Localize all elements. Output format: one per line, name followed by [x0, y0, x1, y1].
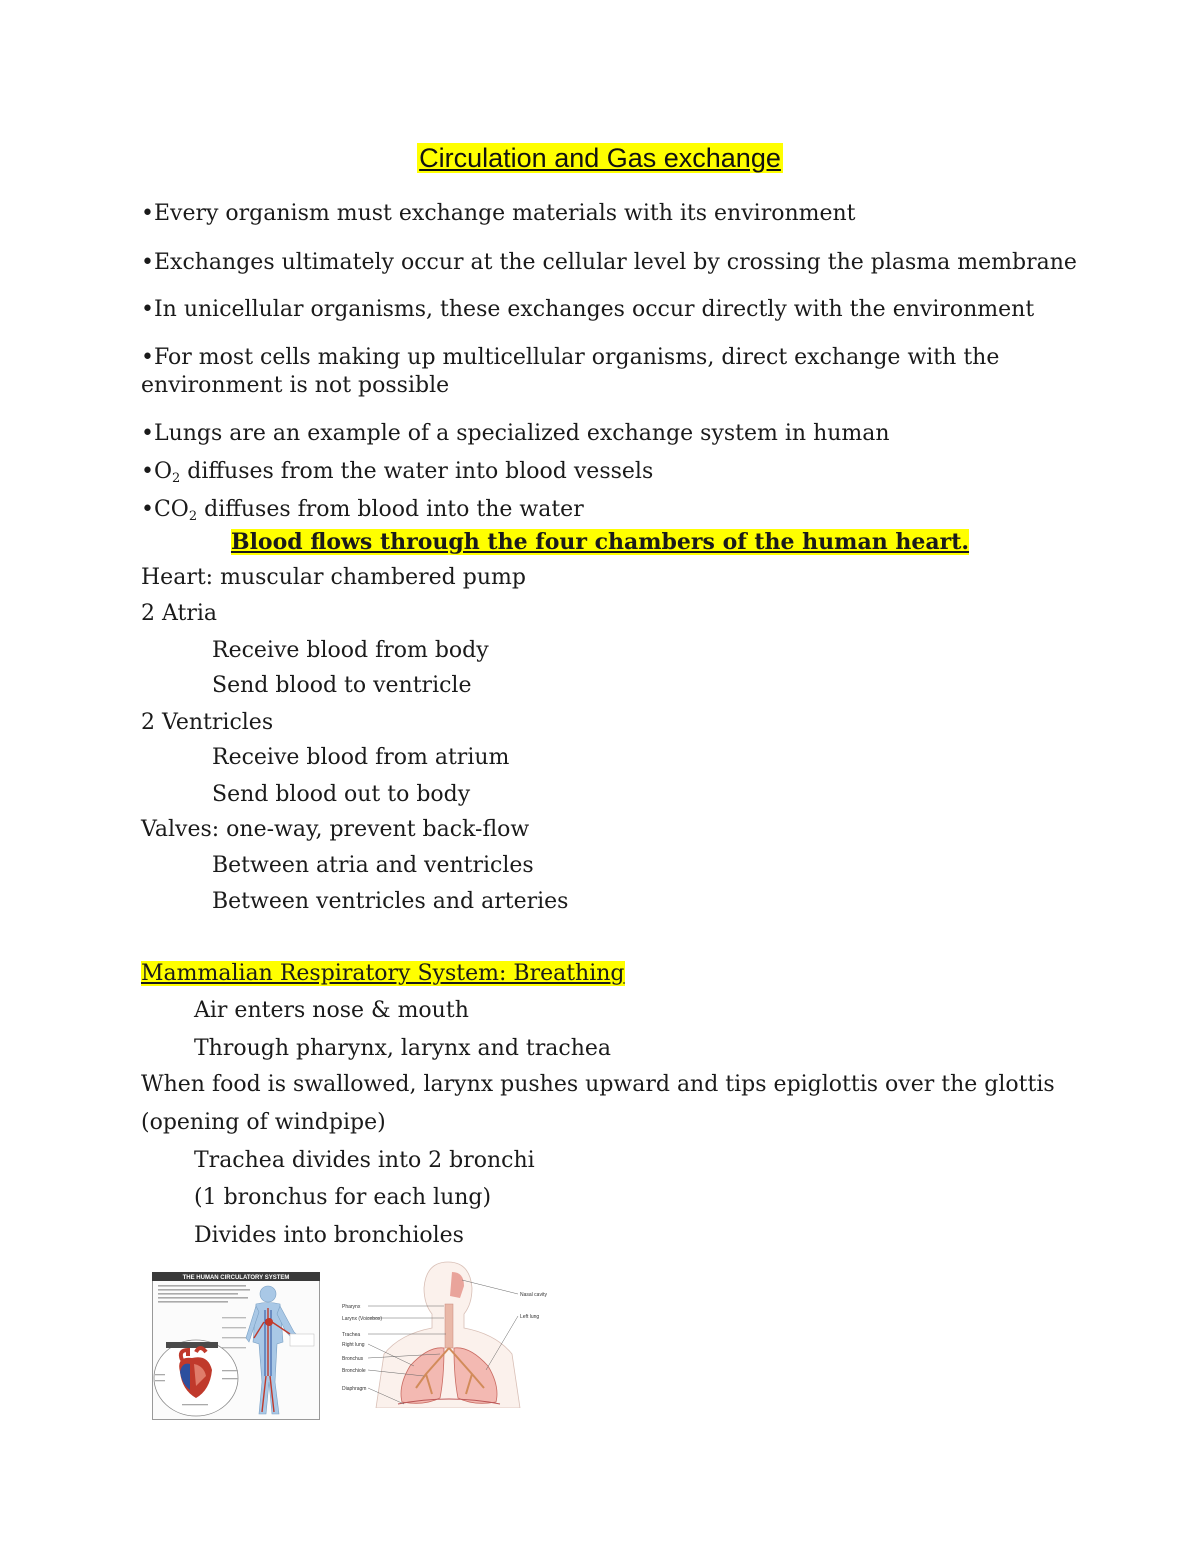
ventricles-item-1: Receive blood from atrium — [212, 745, 510, 770]
bullet-1: •Every organism must exchange materials with its environment — [141, 201, 856, 226]
valves-item-1: Between atria and ventricles — [212, 853, 534, 878]
label-bronchiole: Bronchiole — [342, 1368, 366, 1374]
valves-item-2: Between ventricles and arteries — [212, 889, 569, 914]
atria-item-1: Receive blood from body — [212, 638, 489, 663]
label-bronchus: Bronchus — [342, 1356, 364, 1362]
heart-heading: Blood flows through the four chambers of the human heart. — [230, 529, 970, 555]
ventricles-label: 2 Ventricles — [141, 710, 274, 735]
resp-item-3-line-2: (opening of windpipe) — [141, 1110, 386, 1135]
respiratory-system-figure — [340, 1258, 552, 1408]
bullet-6: $•O_2$ diffuses from the water into blood vessels — [141, 459, 654, 486]
atria-item-2: Send blood to ventricle — [212, 673, 472, 698]
label-trachea: Trachea — [342, 1332, 361, 1338]
bullet-7: $•CO_2$ diffuses from blood into the water — [141, 497, 584, 524]
resp-item-3-line-1: When food is swallowed, larynx pushes upward and tips epiglottis over the glottis — [141, 1072, 1055, 1097]
label-nasal-cavity: Nasal cavity — [520, 1292, 547, 1298]
resp-item-6: Divides into bronchioles — [194, 1223, 464, 1248]
bullet-4-line-1: •For most cells making up multicellular organisms, direct exchange with the — [141, 345, 1000, 370]
resp-item-5: (1 bronchus for each lung) — [194, 1185, 492, 1210]
resp-item-1: Air enters nose & mouth — [194, 998, 469, 1023]
label-left-lung: Left lung — [520, 1314, 540, 1320]
bullet-3: •In unicellular organisms, these exchanges occur directly with the environment — [141, 297, 1035, 322]
label-larynx: Larynx (Voicebox) — [342, 1316, 383, 1322]
bullet-5: •Lungs are an example of a specialized exchange system in human — [141, 421, 890, 446]
bullet-4-line-2: environment is not possible — [141, 373, 450, 398]
label-diaphragm: Diaphragm — [342, 1386, 367, 1392]
bullet-2: •Exchanges ultimately occur at the cellular level by crossing the plasma membrane — [141, 250, 1077, 275]
ventricles-item-2: Send blood out to body — [212, 782, 471, 807]
circulatory-system-illustration — [152, 1272, 320, 1420]
page-title: Circulation and Gas exchange — [419, 143, 781, 173]
label-pharynx: Pharynx — [342, 1304, 361, 1310]
resp-item-2: Through pharynx, larynx and trachea — [194, 1036, 612, 1061]
circulatory-system-figure — [152, 1272, 320, 1420]
resp-item-4: Trachea divides into 2 bronchi — [194, 1148, 535, 1173]
atria-label: 2 Atria — [141, 601, 218, 626]
heart-intro: Heart: muscular chambered pump — [141, 565, 526, 590]
label-right-lung: Right lung — [342, 1342, 365, 1348]
circulatory-figure-title: THE HUMAN CIRCULATORY SYSTEM — [182, 1275, 290, 1281]
valves-label: Valves: one-way, prevent back-flow — [141, 817, 530, 842]
respiratory-system-illustration — [340, 1258, 552, 1408]
respiratory-heading: Mammalian Respiratory System: Breathing — [141, 961, 625, 986]
